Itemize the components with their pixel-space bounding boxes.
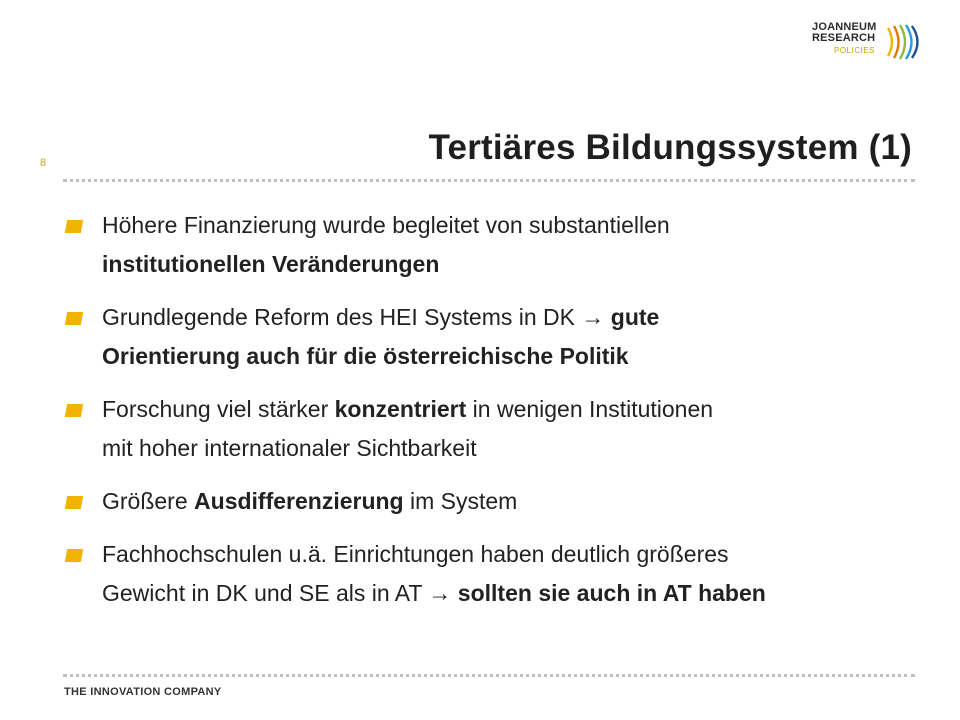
bullet-text: in wenigen Institutionen (466, 396, 714, 422)
bullet-line (102, 206, 926, 245)
logo-line-3: POLICIES (834, 46, 875, 55)
logo-line-2: RESEARCH (812, 32, 876, 44)
bullet-item (66, 206, 926, 284)
bullet-marker-icon (65, 312, 83, 325)
footer-divider (63, 674, 915, 677)
bullet-line (102, 390, 926, 429)
bullet-bold-text: Orientierung auch für die österreichische Politik (102, 343, 629, 369)
bullet-bold-text: → (428, 580, 452, 606)
bullet-line (102, 429, 926, 468)
page-number: 8 (40, 157, 47, 169)
bullet-line (102, 337, 926, 376)
bullet-text: mit hoher internationaler Sichtbarkeit (102, 435, 477, 461)
bullet-text: Höhere Finanzierung wurde begleitet von substantiellen (102, 212, 670, 238)
title-divider (63, 179, 915, 182)
slide-title: Tertiäres Bildungssystem (1) (428, 128, 912, 167)
bullet-bold-text: gute (604, 304, 660, 330)
bullet-bold-text: → (581, 304, 605, 330)
bullet-line (102, 574, 926, 613)
bullet-marker-icon (65, 496, 83, 509)
bullet-marker-icon (65, 549, 83, 562)
bullet-bold-text: sollten sie auch in AT haben (451, 580, 766, 606)
bullet-list (66, 206, 926, 613)
bullet-text: Grundlegende Reform des HEI Systems in DK (102, 304, 582, 330)
bullet-line (102, 482, 926, 521)
bullet-text: Größere (102, 488, 195, 514)
bullet-text: Forschung viel stärker (102, 396, 335, 422)
bullet-marker-icon (65, 404, 83, 417)
logo-line-1: JOANNEUM (812, 21, 877, 33)
bullet-item (66, 390, 926, 468)
bullet-bold-text: konzentriert (334, 396, 467, 422)
bullet-marker-icon (65, 220, 83, 233)
footer-tagline: THE INNOVATION COMPANY (64, 686, 222, 698)
bullet-bold-text: Ausdifferenzierung (194, 488, 404, 514)
bullet-item (66, 535, 926, 613)
bullet-line (102, 535, 926, 574)
bullet-line (102, 245, 926, 284)
bullet-bold-text: institutionellen Veränderungen (102, 251, 440, 277)
logo-wordmark (812, 22, 877, 56)
bullet-text: Gewicht in DK und SE als in AT (102, 580, 429, 606)
bullet-item (66, 482, 926, 521)
joanneum-research-logo (812, 22, 922, 64)
logo-arcs-icon (884, 22, 924, 62)
bullet-line (102, 298, 926, 337)
bullet-text: im System (403, 488, 518, 514)
bullet-item (66, 298, 926, 376)
bullet-text: Fachhochschulen u.ä. Einrichtungen haben deutlich größeres (102, 541, 729, 567)
